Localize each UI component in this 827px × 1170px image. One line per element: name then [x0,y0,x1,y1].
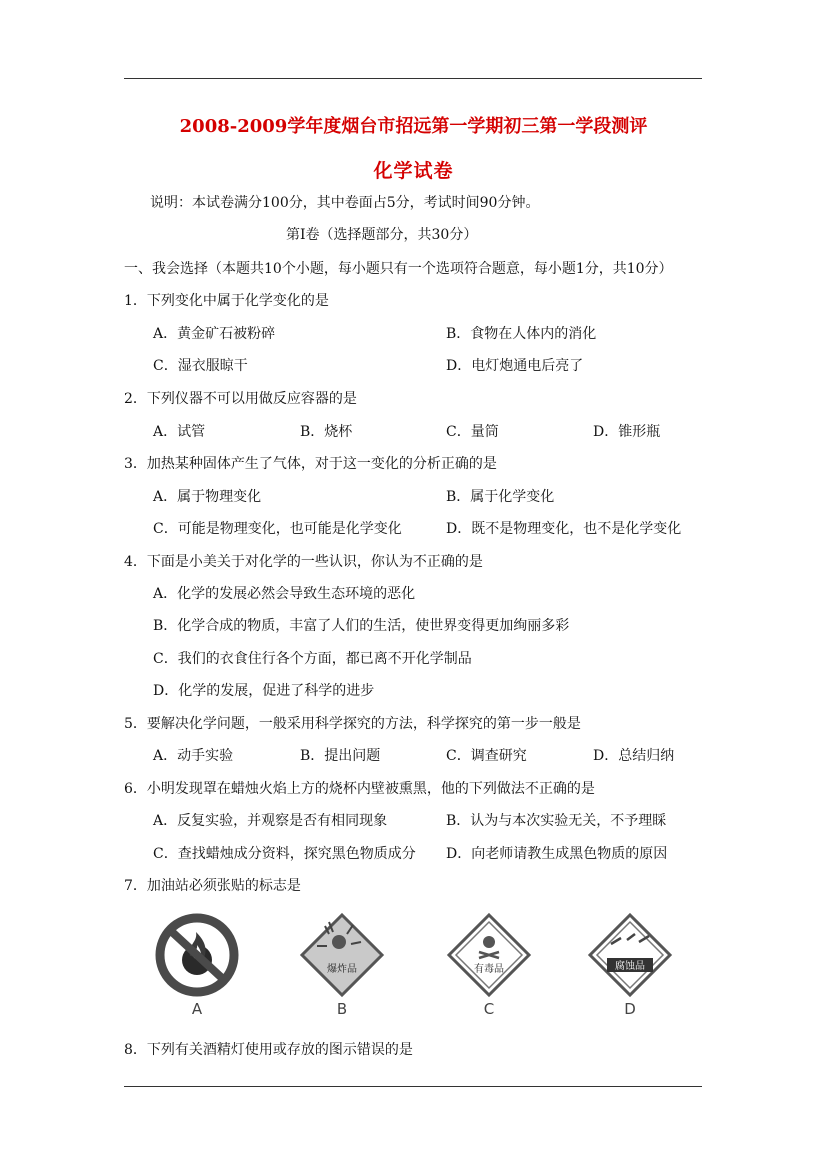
question-4-option-d: D．化学的发展，促进了科学的进步 [153,683,375,699]
question-3-stem: 3．加热某种固体产生了气体，对于这一变化的分析正确的是 [124,456,497,472]
question-5-option-b: B．提出问题 [300,748,381,764]
question-3-option-d: D．既不是物理变化，也不是化学变化 [446,521,682,537]
question-1-option-b: B．食物在人体内的消化 [446,326,597,342]
question-2-option-b: B．烧杯 [300,424,353,440]
question-8-stem: 8．下列有关酒精灯使用或存放的图示错误的是 [124,1042,413,1058]
section-heading: 第Ⅰ卷（选择题部分，共30分） [286,227,478,243]
symbol-option-c [443,912,535,1018]
symbol-letter-d: D [624,1000,636,1018]
question-6-option-c: C．查找蜡烛成分资料，探究黑色物质成分 [153,846,416,862]
explosive-sign-icon [299,912,385,998]
symbol-option-d [584,912,676,1018]
symbol-letter-c: C [483,1000,495,1018]
toxic-sign-label: 有毒品 [474,964,504,975]
toxic-sign-icon [446,912,532,998]
question-6-option-d: D．向老师请教生成黑色物质的原因 [446,846,668,862]
question-1-option-a: A．黄金矿石被粉碎 [153,326,276,342]
bottom-rule [124,1086,702,1087]
corrosive-sign-icon [587,912,673,998]
symbol-option-a [151,912,243,1018]
no-fire-sign-icon [154,912,240,998]
page-title: 2008-2009学年度烟台市招远第一学期初三第一学段测评 [179,116,648,137]
question-6-option-b: B．认为与本次实验无关，不予理睬 [446,813,667,829]
question-5-option-c: C．调查研究 [446,748,527,764]
question-6-option-a: A．反复实验，并观察是否有相同现象 [153,813,388,829]
question-7-stem: 7．加油站必须张贴的标志是 [124,878,301,894]
question-3-option-c: C．可能是物理变化，也可能是化学变化 [153,521,402,537]
question-1-option-d: D．电灯炮通电后亮了 [446,358,584,374]
question-4-stem: 4．下面是小美关于对化学的一些认识，你认为不正确的是 [124,554,483,570]
question-1-stem: 1．下列变化中属于化学变化的是 [124,293,329,309]
question-2-option-d: D．锥形瓶 [593,424,661,440]
question-4-option-a: A．化学的发展必然会导致生态环境的恶化 [153,586,416,602]
question-2-option-a: A．试管 [153,424,206,440]
question-2-stem: 2．下列仪器不可以用做反应容器的是 [124,391,357,407]
question-5-option-d: D．总结归纳 [593,748,675,764]
symbol-letter-b: B [336,1000,348,1018]
part-heading: 一、我会选择（本题共10个小题，每小题只有一个选项符合题意，每小题1分，共10分） [124,261,673,277]
question-6-stem: 6．小明发现罩在蜡烛火焰上方的烧杯内壁被熏黑，他的下列做法不正确的是 [124,781,595,797]
question-2-option-c: C．量筒 [446,424,499,440]
question-1-option-c: C．湿衣服晾干 [153,358,248,374]
question-3-option-a: A．属于物理变化 [153,489,262,505]
question-4-option-c: C．我们的衣食住行各个方面，都已离不开化学制品 [153,651,472,667]
question-4-option-b: B．化学合成的物质，丰富了人们的生活，使世界变得更加绚丽多彩 [153,618,570,634]
top-rule [124,78,702,79]
explosive-sign-label: 爆炸品 [327,964,357,975]
question-5-option-a: A．动手实验 [153,748,234,764]
symbol-option-b [296,912,388,1018]
corrosive-sign-label: 腐蚀品 [615,961,645,972]
question-5-stem: 5．要解决化学问题，一般采用科学探究的方法，科学探究的第一步一般是 [124,716,581,732]
question-3-option-b: B．属于化学变化 [446,489,555,505]
symbol-letter-a: A [191,1000,203,1018]
page-subtitle: 化学试卷 [373,160,454,182]
exam-note: 说明：本试卷满分100分，其中卷面占5分，考试时间90分钟。 [150,195,540,211]
